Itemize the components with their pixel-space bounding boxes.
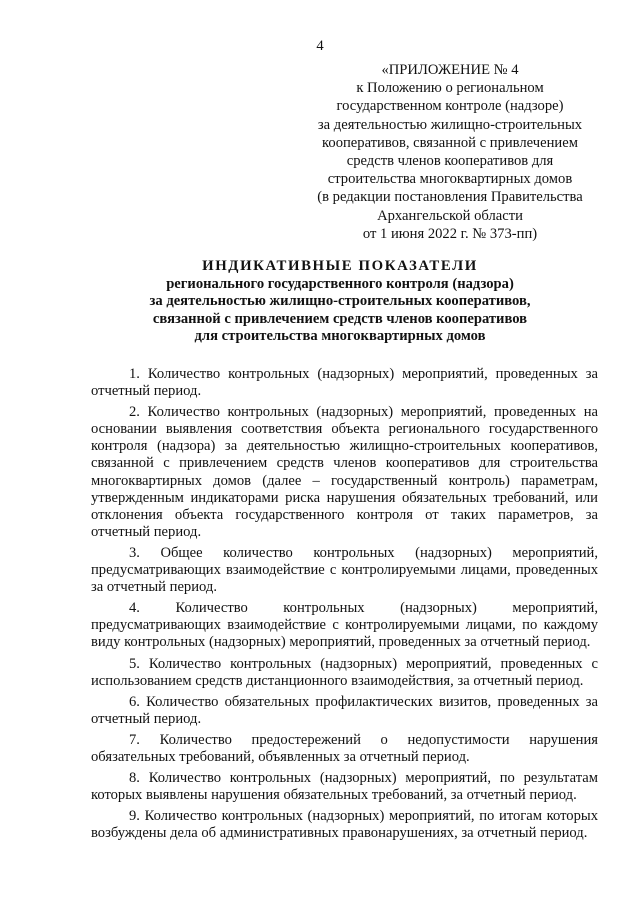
indicator-item: 5. Количество контрольных (надзорных) мероприятий, проведенных с использованием средств дистанционного взаимодействия, за отчетный период. <box>91 655 598 689</box>
appendix-line: государственном контроле (надзоре) <box>336 98 564 115</box>
appendix-line: к Положению о региональном <box>356 80 544 97</box>
document-subtitle-line: регионального государственного контроля (надзора) <box>166 275 514 292</box>
indicator-item: 7. Количество предостережений о недопустимости нарушения обязательных требований, объявленных за отчетный период. <box>91 731 598 765</box>
indicator-item: 6. Количество обязательных профилактических визитов, проведенных за отчетный период. <box>91 693 598 727</box>
page-number: 4 <box>316 38 324 54</box>
appendix-line: от 1 июня 2022 г. № 373-пп) <box>362 225 538 242</box>
appendix-line: Архангельской области <box>377 207 523 224</box>
indicator-list <box>91 366 598 846</box>
indicator-item: 2. Количество контрольных (надзорных) мероприятий, проведенных на основании выявления соответствия объекта регионального государственного контроля (надзора) за деятельностью жилищно-строительных кооперативов, связанной с привлечением средств членов кооперативов для строительства многоквартирных домов (далее – государственный контроль) параметрам, утвержденным индикаторами риска нарушения обязательных требований, или отклонения объекта государственного контроля от таких параметров, за отчетный период. <box>91 404 598 540</box>
document-subtitle-line: связанной с привлечением средств членов кооперативов <box>152 310 528 327</box>
document-heading <box>90 258 590 346</box>
indicator-item: 1. Количество контрольных (надзорных) мероприятий, проведенных за отчетный период. <box>91 366 598 400</box>
indicator-item: 8. Количество контрольных (надзорных) мероприятий, по результатам которых выявлены нарушения обязательных требований, за отчетный период. <box>91 770 598 804</box>
appendix-line: средств членов кооперативов для <box>346 153 554 170</box>
document-title: ИНДИКАТИВНЫЕ ПОКАЗАТЕЛИ <box>202 258 478 274</box>
appendix-line: «ПРИЛОЖЕНИЕ № 4 <box>381 62 519 78</box>
appendix-line: строительства многоквартирных домов <box>327 171 573 188</box>
document-subtitle-line: за деятельностью жилищно-строительных кооперативов, <box>149 293 531 310</box>
document-subtitle-line: для строительства многоквартирных домов <box>194 328 486 345</box>
appendix-line: за деятельностью жилищно-строительных <box>317 116 583 133</box>
appendix-line: кооперативов, связанной с привлечением <box>322 134 578 151</box>
indicator-item: 4. Количество контрольных (надзорных) мероприятий, предусматривающих взаимодействие с контролируемыми лицами, по каждому виду контрольных (надзорных) мероприятий, проведенных за отчетный период. <box>91 600 598 651</box>
appendix-header <box>300 61 600 243</box>
indicator-item: 9. Количество контрольных (надзорных) мероприятий, по итогам которых возбуждены дела об административных правонарушениях, за отчетный период. <box>91 808 598 842</box>
indicator-item: 3. Общее количество контрольных (надзорных) мероприятий, предусматривающих взаимодействие с контролируемыми лицами, проведенных за отчетный период. <box>91 544 598 596</box>
appendix-line: (в редакции постановления Правительства <box>317 189 583 206</box>
